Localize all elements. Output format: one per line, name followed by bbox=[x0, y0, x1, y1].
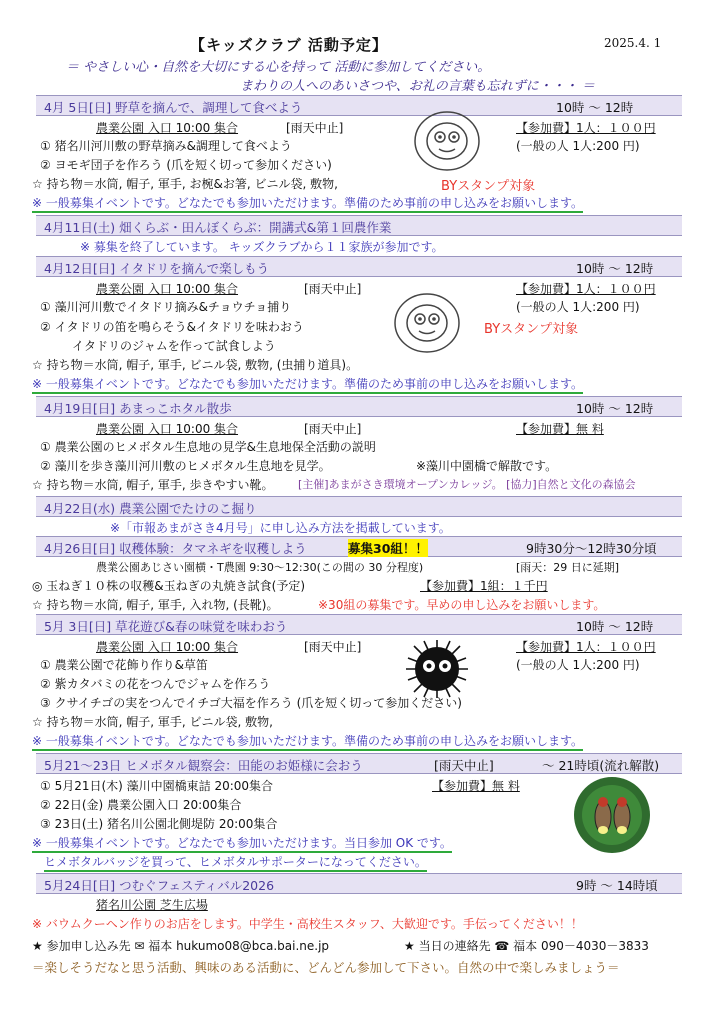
event-time: 9時30分～12時30分頃 bbox=[526, 541, 657, 556]
event-time: 10時 ～ 12時 bbox=[556, 100, 634, 115]
event-fee: 【参加費】1人：１００円 bbox=[516, 121, 656, 135]
event-heading bbox=[36, 873, 682, 894]
event-bring: ☆ 持ち物＝水筒, 帽子, 軍手, ビニル袋, 敷物, (虫捕り道具)。 bbox=[32, 358, 359, 372]
event-time: 9時 ～ 14時頃 bbox=[576, 878, 658, 893]
event-apr5 bbox=[32, 95, 682, 213]
event-title: 5月21～23日 ヒメボタル観察会：田能のお姫様に会おう bbox=[44, 758, 363, 773]
event-may24 bbox=[32, 873, 682, 933]
event-may3 bbox=[32, 614, 682, 752]
event-heading bbox=[36, 536, 682, 557]
event-fee-note: (一般の人 1人:200 円) bbox=[516, 300, 640, 314]
event-rain: [雨天中止] bbox=[434, 758, 494, 773]
stamp-note: BYスタンプ対象 bbox=[441, 179, 536, 194]
event-title: 4月12日[日] イタドリを摘んで楽しもう bbox=[44, 261, 270, 276]
event-place: 農業公園あじさい園横・T農園 9:30～12:30(この間の 30 分程度) bbox=[96, 561, 424, 574]
event-heading bbox=[36, 215, 682, 236]
event-apr22 bbox=[36, 496, 682, 536]
badge-note: ヒメボタルバッジを買って、ヒメボタルサポーターになってください。 bbox=[44, 855, 427, 872]
event-fee: 【参加費】無 料 bbox=[432, 779, 520, 793]
event-item: ② 紫カタバミの花をつんでジャムを作ろう bbox=[40, 677, 271, 691]
event-place: 農業公園 入口 10:00 集合 bbox=[96, 640, 239, 654]
event-heading bbox=[36, 396, 682, 417]
event-item: ◎ 玉ねぎ１０株の収穫&玉ねぎの丸焼き試食(予定) bbox=[32, 579, 306, 593]
page-title: 【キッズクラブ 活動予定】 bbox=[190, 36, 388, 54]
event-item: ② 藻川を歩き藻川河川敷のヒメボタル生息地を見学。 bbox=[40, 459, 331, 473]
event-title: 4月 5日[日] 野草を摘んで、調理して食べよう bbox=[44, 100, 303, 115]
recruit-badge: 募集30組！！ bbox=[348, 541, 428, 556]
by-stamp-icon bbox=[413, 110, 481, 172]
event-bring: ☆ 持ち物＝水筒, 帽子, 軍手, 歩きやすい靴。 bbox=[32, 478, 274, 492]
event-may21 bbox=[32, 753, 682, 871]
event-place: 農業公園 入口 10:00 集合 bbox=[96, 282, 239, 296]
event-fee-note: (一般の人 1人:200 円) bbox=[516, 139, 640, 153]
event-heading bbox=[36, 614, 682, 635]
event-apr11 bbox=[36, 215, 682, 255]
event-title: 5月 3日[日] 草花遊び&春の味覚を味わおう bbox=[44, 619, 288, 634]
event-item: ③ 23日(土) 猪名川公園北側堤防 20:00集合 bbox=[40, 817, 278, 831]
general-notice: ※ 一般募集イベントです。どなたでも参加いただけます。準備のため事前の申し込みをお願いします。 bbox=[32, 196, 583, 213]
event-title: 4月22日(水) 農業公園でたけのこ掘り bbox=[44, 501, 257, 516]
event-item: ② イタドリの笛を鳴らそう&イタドリを味わおう bbox=[40, 320, 304, 334]
event-sponsor: [主催]あまがさき環境オープンカレッジ。 [協力]自然と文化の森協会 bbox=[298, 478, 636, 491]
event-title: 4月19日[日] あまっこホタル散歩 bbox=[44, 401, 232, 416]
event-rain: [雨天中止] bbox=[286, 121, 344, 135]
event-item: ① 農業公園のヒメボタル生息地の見学&生息地保全活動の説明 bbox=[40, 440, 376, 454]
event-bring: ☆ 持ち物＝水筒, 帽子, 軍手, 入れ物, (長靴)。 bbox=[32, 598, 279, 612]
event-rain: [雨天中止] bbox=[304, 640, 362, 654]
event-fee: 【参加費】1人：１００円 bbox=[516, 640, 656, 654]
event-time: 10時 ～ 12時 bbox=[576, 619, 654, 634]
event-item: ② ヨモギ団子を作ろう (爪を短く切って参加ください) bbox=[40, 158, 332, 172]
event-apr19 bbox=[32, 396, 682, 494]
event-place: 農業公園 入口 10:00 集合 bbox=[96, 121, 239, 135]
event-bring: ☆ 持ち物＝水筒, 帽子, 軍手, ビニル袋, 敷物, bbox=[32, 715, 273, 729]
event-note: ※「市報あまがさき4月号」に申し込み方法を掲載しています。 bbox=[110, 521, 451, 535]
event-rain: [雨天中止] bbox=[304, 282, 362, 296]
event-item: ① 猪名川河川敷の野草摘み&調理して食べよう bbox=[40, 139, 292, 153]
event-heading bbox=[36, 95, 682, 116]
event-note: ※ バウムクーヘン作りのお店をします。中学生・高校生スタッフ、大歓迎です。手伝ってください！！ bbox=[32, 917, 583, 931]
closing-message: ＝楽しそうだなと思う活動、興味のある活動に、どんどん参加して下さい。自然の中で楽しみましょう＝ bbox=[32, 960, 620, 975]
event-heading bbox=[36, 496, 682, 517]
general-notice: ※ 一般募集イベントです。どなたでも参加いただけます。準備のため事前の申し込みをお願いします。 bbox=[32, 734, 583, 751]
event-heading bbox=[36, 256, 682, 277]
contact-info: ★ 参加申し込み先 ✉ 福本 hukumo08@bca.bai.ne.jp bbox=[32, 939, 330, 953]
general-notice: ※ 一般募集イベントです。どなたでも参加いただけます。当日参加 OK です。 bbox=[32, 836, 452, 853]
event-fee: 【参加費】無 料 bbox=[516, 422, 604, 436]
event-fee: 【参加費】1人：１００円 bbox=[516, 282, 656, 296]
event-note: ※30組の募集です。早めの申し込みをお願いします。 bbox=[318, 598, 606, 612]
by-stamp-icon bbox=[393, 292, 461, 354]
event-time: ～ 21時頃(流れ解散) bbox=[542, 758, 660, 773]
event-rain: [雨天：29 日に延期] bbox=[516, 561, 620, 574]
event-fee: 【参加費】1組：１千円 bbox=[420, 579, 548, 593]
event-apr12 bbox=[32, 256, 682, 394]
soot-sprite-icon bbox=[400, 636, 474, 702]
firefly-badge-icon bbox=[572, 775, 652, 855]
event-item: ① 藻川河川敷でイタドリ摘み&チョウチョ捕り bbox=[40, 300, 292, 314]
event-heading bbox=[36, 753, 682, 774]
event-rain: [雨天中止] bbox=[304, 422, 362, 436]
issue-date: 2025.4. 1 bbox=[604, 36, 662, 50]
general-notice: ※ 一般募集イベントです。どなたでも参加いただけます。準備のため事前の申し込みをお願いします。 bbox=[32, 377, 583, 394]
event-item-note: ※藻川中園橋で解散です。 bbox=[416, 459, 558, 473]
event-title: 4月26日[日] 収穫体験：タマネギを収穫しよう bbox=[44, 541, 307, 556]
intro-line-1: ＝ やさしい心・自然を大切にする心を持って 活動に参加してください。 bbox=[66, 60, 491, 75]
event-note: ※ 募集を終了しています。 キッズクラブから１１家族が参加です。 bbox=[80, 240, 444, 254]
event-bring: ☆ 持ち物＝水筒, 帽子, 軍手, お椀&お箸, ビニル袋, 敷物, bbox=[32, 177, 338, 191]
intro-line-2: まわりの人へのあいさつや、お礼の言葉も忘れずに・・・ ＝ bbox=[240, 79, 595, 94]
event-item: イタドリのジャムを作って試食しよう bbox=[72, 339, 276, 353]
stamp-note: BYスタンプ対象 bbox=[484, 322, 579, 337]
event-time: 10時 ～ 12時 bbox=[576, 401, 654, 416]
event-item: ① 農業公園で花飾り作り&草笛 bbox=[40, 658, 208, 672]
event-title: 5月24日[日] つむぐフェスティバル2026 bbox=[44, 878, 275, 893]
event-item: ② 22日(金) 農業公園入口 20:00集合 bbox=[40, 798, 242, 812]
event-time: 10時 ～ 12時 bbox=[576, 261, 654, 276]
event-place: 農業公園 入口 10:00 集合 bbox=[96, 422, 239, 436]
day-contact-info: ★ 当日の連絡先 ☎ 福本 090－4030－3833 bbox=[404, 939, 649, 953]
event-title: 4月11日(土) 畑くらぶ・田んぼくらぶ：開講式&第１回農作業 bbox=[44, 220, 392, 235]
event-item: ③ クサイチゴの実をつんでイチゴ大福を作ろう (爪を短く切って参加ください) bbox=[40, 696, 462, 710]
event-fee-note: (一般の人 1人:200 円) bbox=[516, 658, 640, 672]
event-item: ① 5月21日(木) 藻川中園橋東詰 20:00集合 bbox=[40, 779, 274, 793]
event-place: 猪名川公園 芝生広場 bbox=[96, 898, 208, 912]
event-apr26 bbox=[32, 536, 682, 616]
